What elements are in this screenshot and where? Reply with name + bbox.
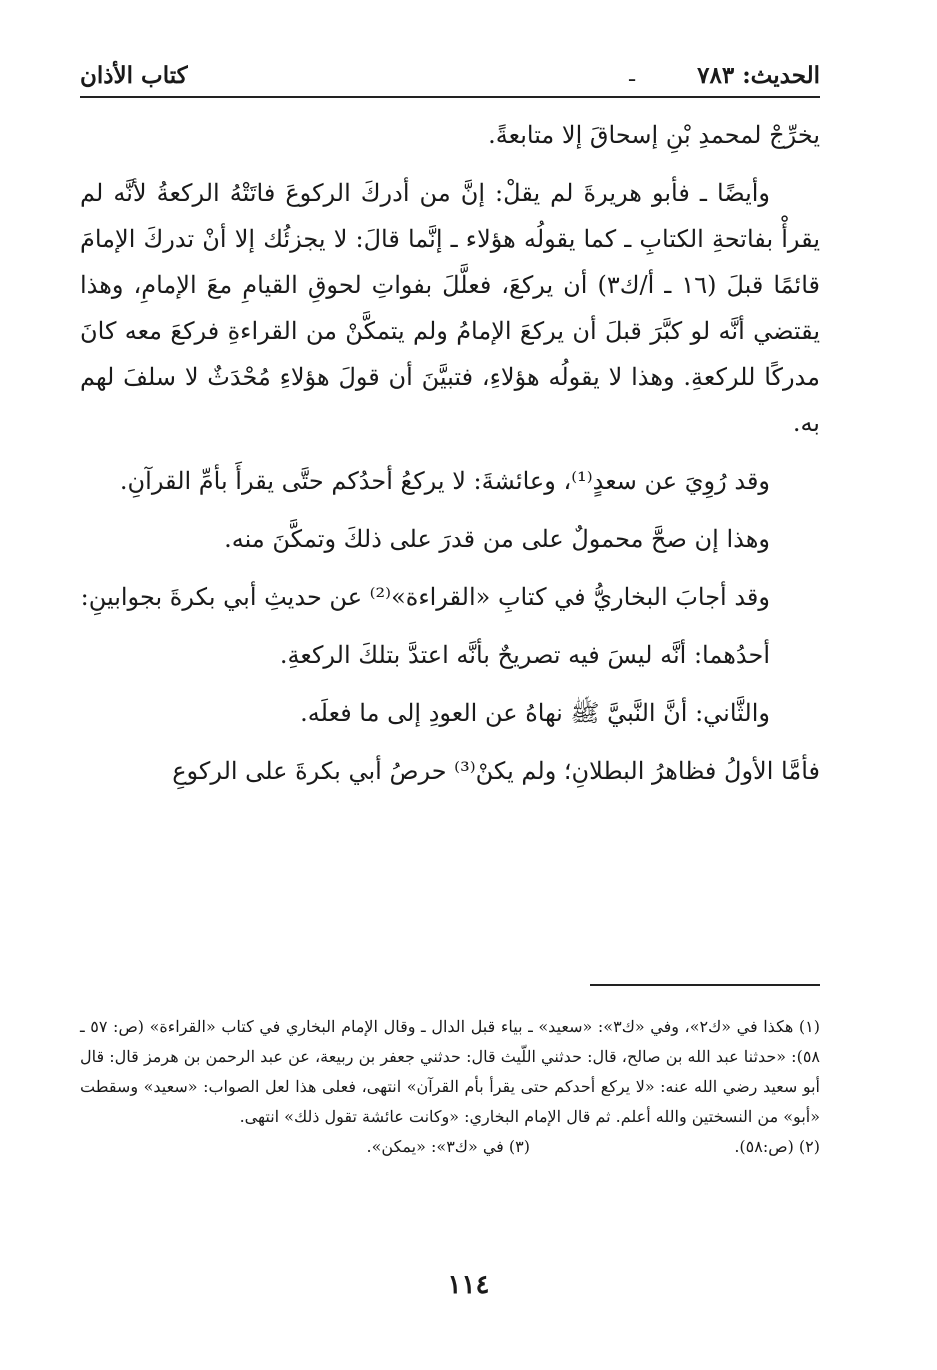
paragraph: أحدُهما: أنَّه ليسَ فيه تصريحٌ بأنَّه اعتدَّ بتلكَ الركعةِ. [279, 641, 770, 669]
paragraph: وهذا إن صحَّ محمولٌ على من قدرَ على ذلكَ وتمكَّنَ منه. [224, 525, 770, 553]
footnotes [80, 1012, 820, 1162]
footnote-row [80, 1132, 820, 1162]
header-hadith-number: الحديث: ٧٨٣ [697, 62, 820, 89]
paragraph: فأمَّا الأولُ فظاهرُ البطلانِ؛ ولم يكنْ⁽³⁾ حرصُ أبي بكرةَ على الركوعِ [172, 757, 820, 785]
header-dash: ـ [629, 62, 635, 86]
paragraph: وأيضًا ـ فأبو هريرةَ لم يقلْ: إنَّ من أدركَ الركوعَ فاتَتْهُ الركعةُ لأنَّه لم يقرأْ بفاتحةِ الكتابِ ـ كما يقولُه هؤلاء ـ إنَّما قالَ: لا يجزئُك إلا أنْ تدركَ الإمامَ قائمًا قبلَ (١٦ ـ أ/ك٣) أن يركعَ، فعلَّلَ بفواتِ لحوقِ القيامِ معَ الإمامِ، وهذا يقتضي أنَّه لو كبَّرَ قبلَ أن يركعَ الإمامُ ولم يتمكَّنْ من القراءةِ فركعَ معه كانَ مدركًا للركعةِ. وهذا لا يقولُه هؤلاءِ، فتبيَّنَ أن قولَ هؤلاءِ مُحْدَثٌ لا سلفَ لهم به. [80, 179, 821, 437]
footnote-rule [590, 984, 820, 986]
footnote-1: (١) هكذا في «ك٢»، وفي «ك٣»: «سعيد» ـ بياء قبل الدال ـ وقال الإمام البخاري في كتاب «القراءة» (ص: ٥٧ ـ ٥٨): «حدثنا عبد الله بن صالح، قال: حدثني اللّيث قال: حدثني جعفر بن ربيعة، عن عبد الرحمن بن هرمز قال: قال أبو سعيد رضي الله عنه: «لا يركع أحدكم حتى يقرأ بأم القرآن» انتهى، فعلى هذا لعل الصواب: «سعيد» وسقطت «أبو» من النسختين والله أعلم. ثم قال الإمام البخاري: «وكانت عائشة تقول ذلك» انتهى. [80, 1017, 821, 1126]
paragraph: وقد رُوِيَ عن سعدٍ⁽¹⁾، وعائشةَ: لا يركعُ أحدُكم حتَّى يقرأَ بأمِّ القرآنِ. [119, 467, 770, 495]
paragraph: يخرِّجْ لمحمدِ بْنِ إسحاقَ إلا متابعةً. [488, 121, 820, 149]
paragraph: وقد أجابَ البخاريُّ في كتابِ «القراءة»⁽²⁾ عن حديثِ أبي بكرةَ بجوابينِ: [80, 583, 770, 611]
main-text [80, 112, 820, 806]
footnote-2: (٢) (ص:٥٨). [734, 1137, 820, 1156]
paragraph: والثَّاني: أنَّ النَّبيَّ ﷺ نهاهُ عن العودِ إلى ما فعلَه. [300, 699, 770, 727]
header-rule [80, 96, 820, 98]
running-header [80, 62, 820, 96]
page-number: ١١٤ [447, 1270, 490, 1300]
header-book-title: كتاب الأذان [80, 62, 188, 89]
footnote-3: (٣) في «ك٣»: «يمكن». [366, 1137, 530, 1156]
